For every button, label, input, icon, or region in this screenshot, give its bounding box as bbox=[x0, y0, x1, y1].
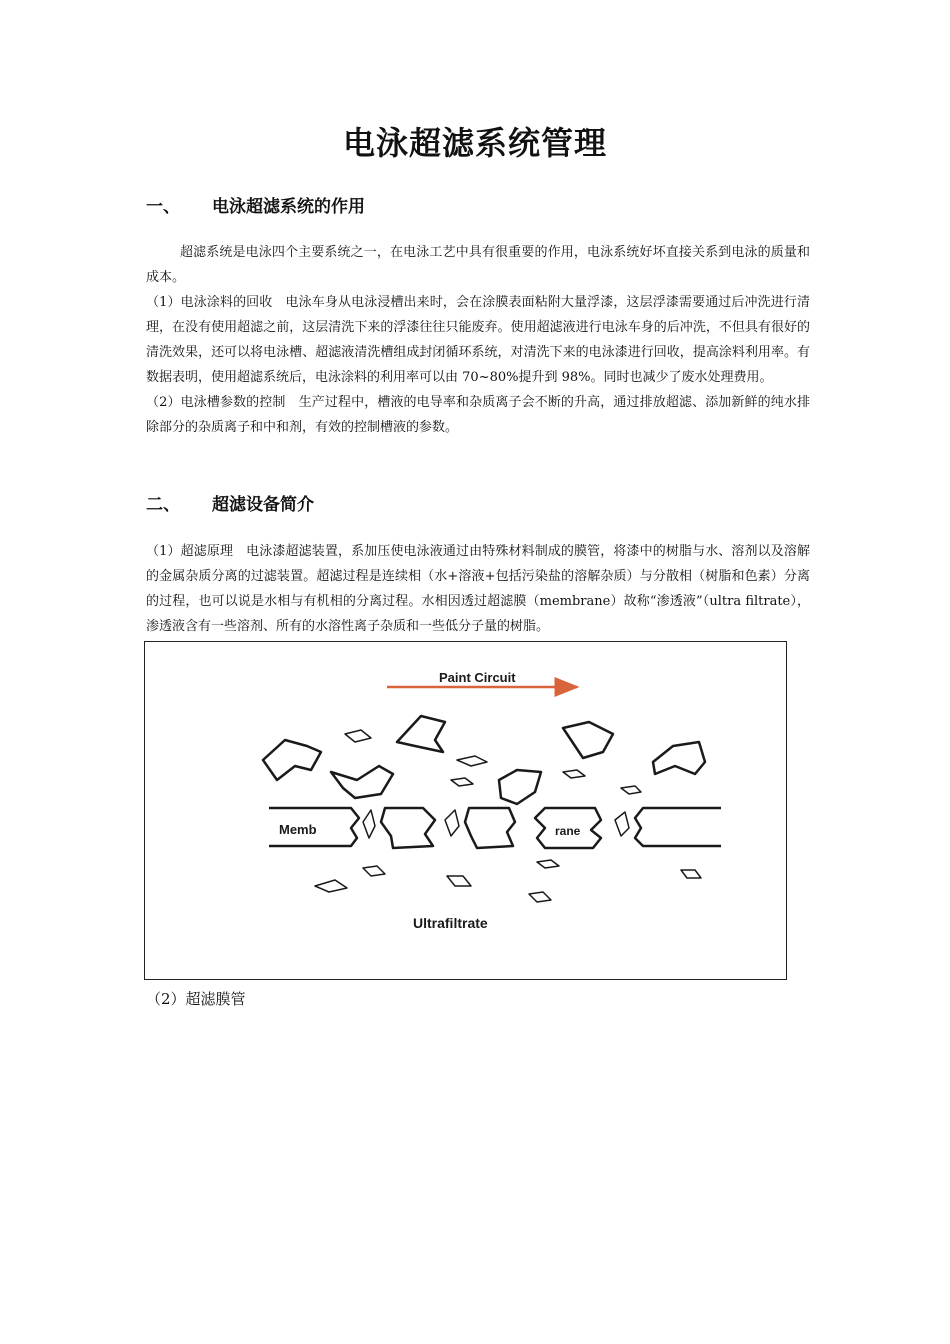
small-particle bbox=[445, 810, 459, 836]
arrow-label: Paint Circuit bbox=[439, 670, 516, 685]
small-particle bbox=[315, 880, 347, 892]
diagram-drawing bbox=[145, 642, 786, 979]
small-particle bbox=[563, 770, 585, 778]
ultrafiltrate-label: Ultrafiltrate bbox=[413, 915, 488, 931]
small-particle bbox=[457, 756, 487, 766]
section-1-body bbox=[146, 240, 810, 440]
figure-caption: （2）超滤膜管 bbox=[146, 990, 246, 1008]
section-1-number: 一、 bbox=[146, 197, 180, 217]
membrane-label-left: Memb bbox=[279, 822, 317, 837]
resin-particle bbox=[653, 742, 705, 774]
resin-particle bbox=[563, 722, 613, 758]
membrane-fragment bbox=[465, 808, 515, 848]
small-particle bbox=[621, 786, 641, 794]
small-particle bbox=[363, 866, 385, 876]
membrane-right bbox=[635, 808, 721, 846]
resin-particle bbox=[397, 716, 445, 752]
section-2-title: 超滤设备简介 bbox=[212, 495, 314, 515]
ultrafiltration-diagram bbox=[144, 641, 787, 980]
small-particle bbox=[345, 730, 371, 742]
small-particle bbox=[447, 876, 471, 886]
membrane-fragment bbox=[381, 808, 435, 848]
section-1-paragraph: （2）电泳槽参数的控制 生产过程中，槽液的电导率和杂质离子会不断的升高，通过排放超滤、添加新鲜的纯水排除部分的杂质离子和中和剂，有效的控制槽液的参数。 bbox=[146, 395, 810, 435]
section-2-heading bbox=[146, 490, 314, 515]
small-particle bbox=[615, 812, 629, 836]
section-1-heading bbox=[146, 192, 365, 217]
resin-particle bbox=[331, 766, 393, 798]
document-title: 电泳超滤系统管理 bbox=[342, 124, 607, 162]
membrane-label-right: rane bbox=[555, 824, 581, 838]
small-particle bbox=[537, 860, 559, 868]
section-2-number: 二、 bbox=[146, 495, 180, 515]
section-2-paragraph: （1）超滤原理 电泳漆超滤装置，系加压使电泳液通过由特殊材料制成的膜管，将漆中的树脂与水、溶剂以及溶解的金属杂质分离的过滤装置。超滤过程是连续相（水+溶液+包括污染盐的溶解杂质）与分散相（树脂和色素）分离的过程，也可以说是水相与有机相的分离过程。水相因透过超滤膜（membrane）故称“渗透液”（ultra filtrate），渗透液含有一些溶剂、所有的水溶性离子杂质和一些低分子量的树脂。 bbox=[146, 544, 810, 634]
section-2-body bbox=[146, 539, 810, 639]
small-particle bbox=[451, 778, 473, 786]
resin-particle bbox=[499, 770, 541, 804]
section-1-title: 电泳超滤系统的作用 bbox=[212, 197, 365, 217]
small-particle bbox=[529, 892, 551, 902]
section-1-paragraph: （1）电泳涂料的回收 电泳车身从电泳浸槽出来时，会在涂膜表面粘附大量浮漆，这层浮漆需要通过后冲洗进行清理，在没有使用超滤之前，这层清洗下来的浮漆往往只能废弃。使用超滤液进行电泳车身的后冲洗，不但具有很好的清洗效果，还可以将电泳槽、超滤液清洗槽组成封闭循环系统，对清洗下来的电泳漆进行回收，提高涂料利用率。有数据表明，使用超滤系统后，电泳涂料的利用率可以由 70~80%提升到 98%。同时也减少了废水处理费用。 bbox=[146, 295, 810, 385]
resin-particle bbox=[263, 740, 321, 780]
small-particle bbox=[363, 810, 375, 838]
section-1-paragraph: 超滤系统是电泳四个主要系统之一，在电泳工艺中具有很重要的作用，电泳系统好坏直接关系到电泳的质量和成本。 bbox=[146, 245, 810, 285]
small-particle bbox=[681, 870, 701, 878]
